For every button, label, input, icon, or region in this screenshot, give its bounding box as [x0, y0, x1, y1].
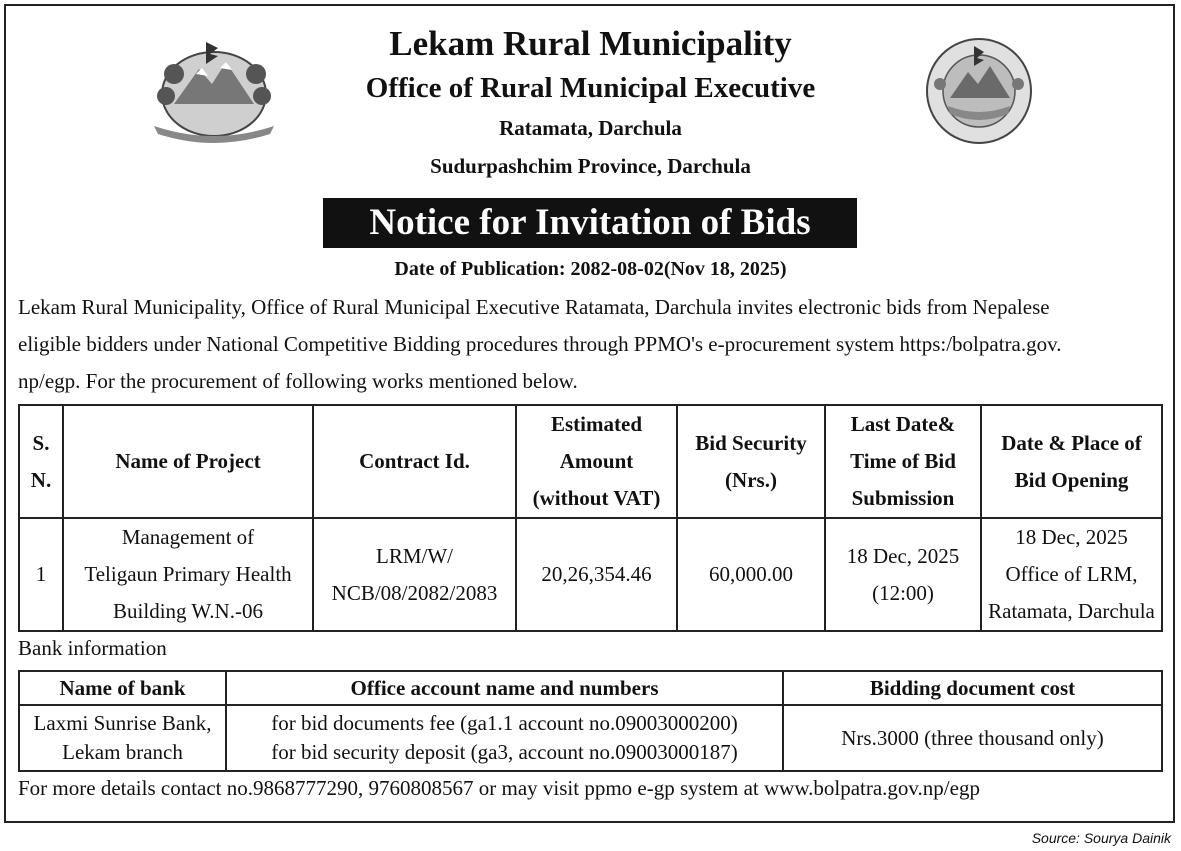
cell-accounts: for bid documents fee (ga1.1 account no.09003000200) for bid security deposit (ga3, account no.09003000187) — [226, 705, 783, 771]
notice-title: Notice for Invitation of Bids — [323, 198, 857, 248]
cell-submission: 18 Dec, 2025 (12:00) — [825, 518, 981, 631]
org-name: Lekam Rural Municipality — [389, 24, 792, 63]
cell-security: 60,000.00 — [677, 518, 825, 631]
publication-date: Date of Publication: 2082-08-02(Nov 18, 2025) — [394, 258, 787, 280]
cell-amount: 20,26,354.46 — [516, 518, 677, 631]
header-sn: S. N. — [19, 405, 63, 518]
bid-table-header-row — [19, 405, 1162, 518]
cell-project: Management of Teligaun Primary Health Building W.N.-06 — [63, 518, 313, 631]
contact-line: For more details contact no.9868777290, 9760808567 or may visit ppmo e-gp system at www.bolpatra.gov.np/egp — [18, 776, 980, 800]
intro-paragraph — [18, 289, 1164, 400]
cell-contract: LRM/W/ NCB/08/2082/2083 — [313, 518, 516, 631]
bank-table — [18, 670, 1163, 772]
header-amount: Estimated Amount (without VAT) — [516, 405, 677, 518]
intro-line: Lekam Rural Municipality, Office of Rural Municipal Executive Ratamata, Darchula invites electronic bids from Nepalese — [18, 295, 1050, 319]
bid-table — [18, 404, 1163, 632]
bank-info-heading: Bank information — [18, 636, 167, 660]
province-line: Sudurpashchim Province, Darchula — [430, 154, 751, 178]
header-cost: Bidding document cost — [783, 671, 1162, 705]
intro-line: np/egp. For the procurement of following works mentioned below. — [18, 369, 578, 393]
office-name: Office of Rural Municipal Executive — [365, 72, 816, 104]
cell-opening: 18 Dec, 2025 Office of LRM, Ratamata, Darchula — [981, 518, 1162, 631]
header-opening: Date & Place of Bid Opening — [981, 405, 1162, 518]
header-contract: Contract Id. — [313, 405, 516, 518]
cell-sn: 1 — [19, 518, 63, 631]
source-credit: Source: Sourya Dainik — [1031, 830, 1171, 846]
header-accounts: Office account name and numbers — [226, 671, 783, 705]
cell-bank: Laxmi Sunrise Bank, Lekam branch — [19, 705, 226, 771]
header-bank: Name of bank — [19, 671, 226, 705]
table-row — [19, 705, 1162, 771]
header-submission: Last Date& Time of Bid Submission — [825, 405, 981, 518]
header-security: Bid Security (Nrs.) — [677, 405, 825, 518]
table-row — [19, 518, 1162, 631]
header-project: Name of Project — [63, 405, 313, 518]
bank-table-header-row — [19, 671, 1162, 705]
cell-cost: Nrs.3000 (three thousand only) — [783, 705, 1162, 771]
intro-line: eligible bidders under National Competitive Bidding procedures through PPMO's e-procurement system https:/bolpatra.gov. — [18, 332, 1062, 356]
office-location: Ratamata, Darchula — [499, 116, 682, 140]
